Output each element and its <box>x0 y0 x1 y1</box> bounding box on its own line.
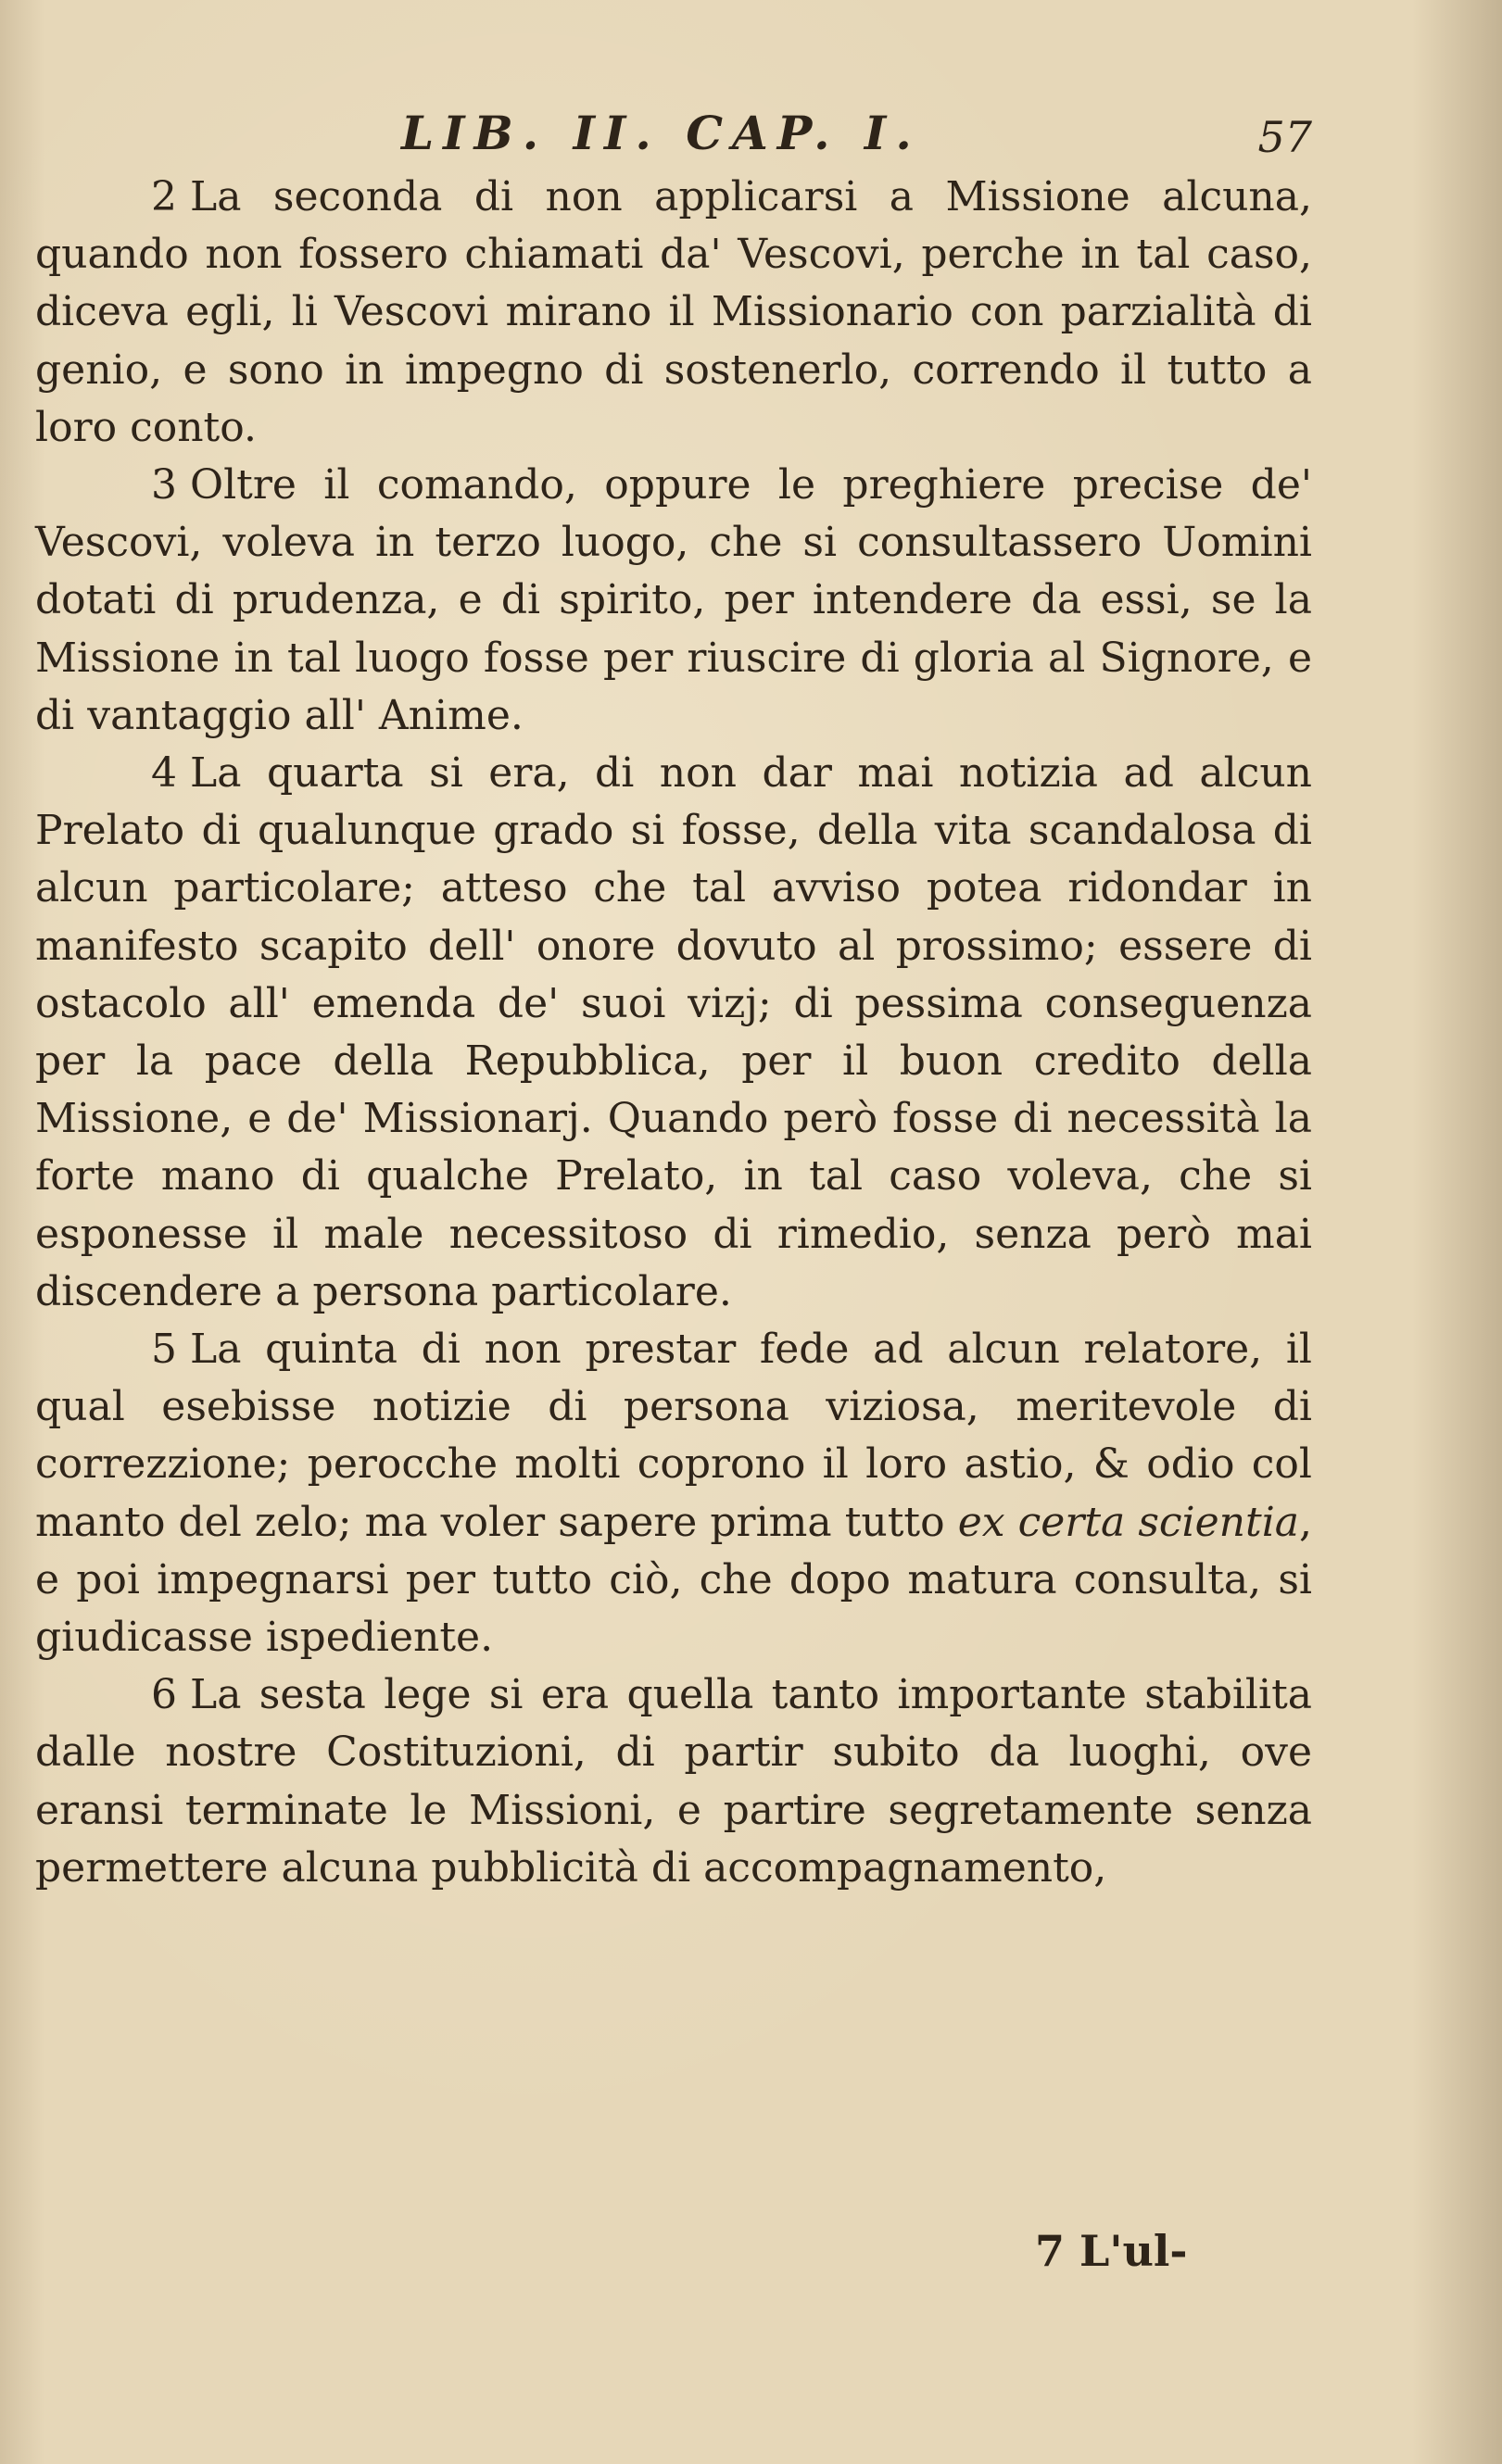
catchword: 7 L'ul- <box>1035 2226 1188 2276</box>
paragraph-number: 6 <box>151 1671 177 1719</box>
paragraph-number: 5 <box>151 1326 177 1374</box>
body-text <box>35 169 1312 1897</box>
paragraph-number: 3 <box>151 461 177 509</box>
paragraph-text: La quinta di non prestar fede ad alcun relatore, il qual esebisse notizie di persona viziosa, meritevole di correzzione; perocche molti coprono il loro astio, & odio col manto del zelo; ma voler sapere prima tutto <box>35 1326 1312 1546</box>
running-head <box>35 104 1312 163</box>
page-number: 57 <box>1257 112 1312 162</box>
paragraph-text: Oltre il comando, oppure le preghiere precise de' Vescovi, voleva in terzo luogo, che si consultassero Uomini dotati di prudenza, e di spirito, per intendere da essi, se la Missione in tal luogo fosse per riuscire di gloria al Signore, e di vantaggio all' Anime. <box>35 461 1312 739</box>
paragraph-6 <box>35 1666 1312 1897</box>
paragraph-text: La sesta lege si era quella tanto importante stabilita dalle nostre Costituzioni, di partir subito da luoghi, ove eransi terminate le Missioni, e partire segretamente senza permettere alcuna pubblicità di accompagnamento, <box>35 1671 1312 1892</box>
paragraph-4 <box>35 745 1312 1321</box>
paragraph-text: La seconda di non applicarsi a Missione alcuna, quando non fossero chiamati da' Vescovi, perche in tal caso, diceva egli, li Vescovi mirano il Missionario con parzialità di genio, e sono in impegno di sostenerlo, correndo il tutto a loro conto. <box>35 173 1312 451</box>
paragraph-text: La quarta si era, di non dar mai notizia ad alcun Prelato di qualunque grado si fosse, della vita scandalosa di alcun particolare; atteso che tal avviso potea ridondar in manifesto scapito dell' onore dovuto al prossimo; essere di ostacolo all' emenda de' suoi vizj; di pessima conseguenza per la pace della Repubblica, per il buon credito della Missione, e de' Missionarj. Quando però fosse di necessità la forte mano di qualche Prelato, in tal caso voleva, che si esponesse il male necessitoso di rimedio, senza però mai discendere a persona particolare. <box>35 749 1312 1315</box>
paragraph-number: 2 <box>151 173 177 220</box>
running-title: LIB. II. CAP. I. <box>401 106 921 160</box>
paragraph-3 <box>35 457 1312 745</box>
paragraph-2 <box>35 169 1312 457</box>
paragraph-5 <box>35 1321 1312 1666</box>
paragraph-number: 4 <box>151 749 177 798</box>
italic-latin-phrase: ex certa scientia <box>957 1498 1299 1546</box>
paragraph-text-continued: , e poi impegnarsi per tutto ciò, che dopo matura consulta, si giudicasse ispediente. <box>35 1498 1312 1662</box>
